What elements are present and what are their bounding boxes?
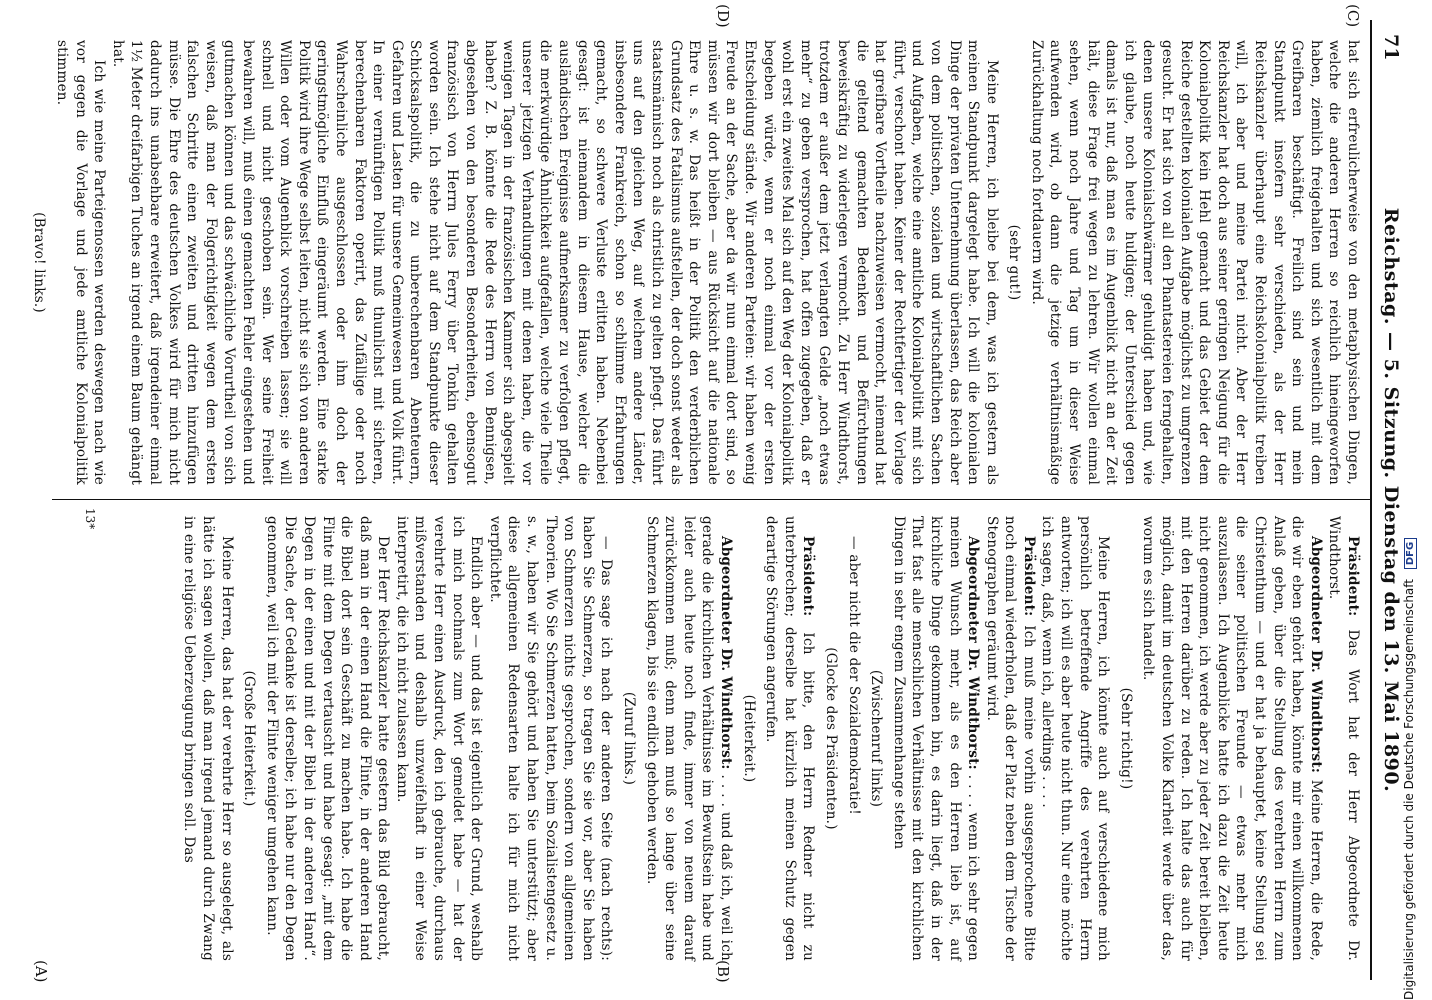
interjection: (Bravo! links.) bbox=[31, 212, 48, 313]
interjection: (Glocke des Präsidenten.) bbox=[822, 647, 839, 830]
paragraph: Präsident: Ich muß meine vorhin ausgesprochene Bitte noch einmal wiederholen, daß der Platz neben dem Tische der Stenographen geräumt wird. bbox=[983, 516, 1037, 961]
paragraph: Abgeordneter Dr. Windthorst: . . . . wenn ich sehr gegen meinen Wunsch mehr, als es den Herren lieb ist, auf kirchliche Dinge gekommen bin, es darin liegt, daß in der That fast alle menschlichen Verhältnisse mit den kirchlichen Dingen in sehr engem Zusammenhange stehen bbox=[890, 516, 982, 961]
dfg-logo: DFG bbox=[1404, 538, 1417, 569]
paragraph: Präsident: Das Wort hat der Herr Abgeordnete Dr. Windthorst. bbox=[1326, 516, 1361, 961]
page-number: 71 bbox=[1380, 34, 1402, 61]
paragraph: Präsident: Ich bitte, den Herrn Redner nicht zu unterbrechen; derselbe hat kürzlich meinen Schutz gegen derartige Störungen angerufen. bbox=[763, 516, 817, 961]
margin-mark-b: (B) bbox=[714, 960, 732, 983]
paragraph: Endlich aber — und das ist eigentlich der Grund, weshalb ich mich nochmals zum Wort gemeldet habe — hat der verehrte Herr einen Ausdruck, den ich gebrauche, durchaus mißverstanden und deshalb unzweifelhaft in einer Weise interpretirt, die ich nicht zulassen kann. bbox=[393, 516, 485, 961]
paragraph: Abgeordneter Dr. Windthorst: . . . . und daß ich, weil ich gerade die kirchlichen Verhältnisse im Bewußtsein habe und leider auch heute noch finde, immer von neuem darauf zurückkommen muß; denn man muß so lange über seine Schmerzen klagen, bis sie endlich gehoben werden. bbox=[643, 516, 734, 961]
paragraph: Meine Herren, ich bleibe bei dem, was ich gestern als meinen Standpunkt dargelegt habe. Ich will die kolonialen Dinge der privaten Unternehmung überlassen, das Reich aber von dem politischen, sozialen und wirtschaftlichen Sachen und Aufgaben, welche eine amtliche Kolonialpolitik mit sich führt, verschont haben. Keiner der Rechtfertiger der Vorlage hat greifbare Vortheile nachzuweisen vermocht, niemand hat die geltend gemachten Bedenken und Befürchtungen beweiskräftig zu widerlegen vermocht. Zu Herr Windthorst, trotzdem er außer dem jetzt verlangten Gelde „noch etwas mehr“ zu geben versprochen, hat offen zugegeben, daß er wohl erst ein zweites Mal sich auf den Weg der Kolonialpolitik begeben würde, wenn er noch einmal vor der ersten Entscheidung stände. Wir anderen Parteien: wir haben wenig Freude an der Sache, aber da wir nun einmal dort sind, so müssen wir dort bleiben — aus Rücksicht auf die nationale Ehre u. s. w. Das heißt in der Politik den verderblichen Grundsatz des Fatalismus aufstellen, der doch sonst weder als staatsmännisch noch als christlich zu gelten pflegt. Das führt uns auf den gleichen Weg, auf welchem andere Länder, insbesondere Frankreich, schon so schlimme Erfahrungen gemacht, so schwere Verluste erlitten haben. Nebenbei gesagt: ist niemandem in diesem Hause, welcher die ausländischen Ereignisse aufmerksamer zu verfolgen pflegt, die merkwürdige Ähnlichkeit aufgefallen, welche viele Theile unserer jetzigen Verhandlungen mit denen haben, die vor wenigen Tagen in der französischen Kammer sich abgespielt haben? Z. B. könnte die Rede des Herrn von Bennigsen, abgesehen von den besonderen Besonderheiten, ebensogut französisch von Herrn Jules Ferry über Tonkin gehalten worden sein. Ich stehe nicht auf dem Standpunkte dieser Schicksalspolitik, die zu unberechenbaren Abenteuern, Gefahren und Lasten für unsere Gemeinwesen und Volk führt. In einer vernünftigen Politik muß thunlichst mit sicheren, berechenbaren Faktoren operirt, das Zufällige oder noch Wahrscheinliche ausgeschlossen oder ihm doch der geringstmögliche Einfluß eingeräumt werden. Eine starke Politik wird ihre Wege selbst leiten, nicht sie sich von anderen Willen oder vom Augenblick vorschreiben lassen; sie will schnell und nicht geschoben sein. Wer seine Freiheit bewahren will, muß einen gemachten Fehler eingestehen und gutmachen können und das schwächliche Vorurtheil von sich weisen, daß man der Folgerichtigkeit wegen dem ersten falschen Schritte einen zweiten und dritten hinzufügen müsse. Die Ehre des deutschen Volkes wird für mich nicht dadurch ins unabsehbare erweitert, daß irgendeiner einmal 1½ Meter dreifarbigen Tuches an irgend einem Baum gehängt hat. bbox=[109, 40, 1000, 486]
header-rule bbox=[1370, 20, 1372, 980]
signature-mark: 13* bbox=[83, 508, 97, 530]
page-header bbox=[1374, 20, 1402, 980]
speaker-label: Abgeordneter Dr. Windthorst: bbox=[965, 536, 982, 770]
paragraph: — aber nicht die der Sozialdemokratie! bbox=[845, 536, 862, 815]
running-title: Reichstag. — 5. Sitzung. Dienstag den 13. Mai 1890. bbox=[1380, 207, 1402, 793]
interjection: (Sehr richtig!) bbox=[1117, 687, 1134, 790]
paragraph: Meine Herren, ich könnte auch auf verschiedene mich persönlich betreffende Angriffe des verehrten Herrn antworten; ich will es aber heute nicht thun. Nur eine möchte ich sagen, daß, wenn ich, allerdings . . . . bbox=[1039, 516, 1112, 961]
interjection: (Große Heiterkeit.) bbox=[241, 670, 258, 807]
margin-mark-d: (D) bbox=[714, 4, 732, 28]
interjection: (sehr gut!) bbox=[1006, 224, 1023, 301]
speaker-label: Abgeordneter Dr. Windthorst: bbox=[718, 536, 734, 770]
column-divider bbox=[52, 499, 1370, 500]
margin-mark-a: (A) bbox=[32, 960, 50, 983]
interjection: (Zuruf links.) bbox=[621, 691, 638, 786]
paragraph: — Das sage ich nach der anderen Seite (nach rechts): haben Sie Schmerzen, so tragen Sie sie vor, aber Sie haben von Schmerzen nichts gesprochen, sondern von allgemeinen Theorien. Wo Sie Schmerzen hatten, beim Sozialistengesetz u. s. w., haben wir Sie gehört und haben Sie unterstützt; aber diese allgemeinen Redensarten halte ich für mich nicht verpflichtet. bbox=[486, 516, 615, 961]
speaker-label: Präsident: bbox=[800, 536, 817, 617]
interjection: (Zwischenruf links) bbox=[868, 669, 885, 808]
right-column bbox=[180, 516, 1362, 961]
paragraph: Abgeordneter Dr. Windthorst: Meine Herren, die Rede, die wir eben gehört haben, könnte mir einen willkommenen Anlaß geben, über die Stellung des verehrten Herrn zum Christenthum — und er hat ja behauptet, keine Stellung sei die seiner politischen Freunde — etwas mehr mich auszulassen. Ich Augenblicke hatte ich dazu die Zeit heute nicht genommen, ich werde aber zu jeder Zeit bereit bleiben, mit den Herren darüber zu reden. Ich halte das auch für möglich, damit im deutschen Volke Klarheit werde über das, worum es sich handelt. bbox=[1140, 516, 1324, 962]
left-column bbox=[26, 40, 1362, 485]
margin-mark-c: (C) bbox=[1344, 4, 1362, 28]
paragraph: Der Herr Reichskanzler hatte gestern das Bild gebraucht, daß man in der einen Hand die Flinte, in der anderen Hand die Bibel dort sein Geschäft zu machen habe. Ich habe die Flinte mit dem Degen vertauscht und habe gesagt: „mit dem Degen in der einen und mit der Bibel in der anderen Hand“. Die Sache, der Gedanke ist derselbe; ich habe nur den Degen genommen, weil ich mit der Flinte weniger umgehen kann. bbox=[263, 516, 392, 961]
paragraph: Ich wie meine Parteigenossen werden deswegen nach wie vor gegen die Vorlage und jede amtliche Kolonialpolitik stimmen. bbox=[54, 40, 108, 485]
speaker-label: Abgeordneter Dr. Windthorst: bbox=[1307, 536, 1324, 774]
digitization-note bbox=[1402, 538, 1417, 1000]
interjection: (Heiterkeit.) bbox=[740, 694, 757, 783]
digitization-text: Digitalisierung gefördert durch die Deutsche Forschungsgemeinschaft bbox=[1402, 578, 1416, 1000]
paragraph: hat sich erfreulicherweise von den metaphysischen Dingen, welche die anderen Herren so reichlich hineingeworfen haben, ziemlich freigehalten und sich wesentlich mit dem Greifbaren beschäftigt. Freilich sind sein und mein Standpunkt insofern sehr verschieden, als der Herr Reichskanzler überhaupt eine Reichskolonialpolitik treiben will, ich aber und meine Partei nicht. Aber der Herr Reichskanzler hat doch aus seiner geringen Neigung für die Kolonialpolitik kein Hehl gemacht und das Gebiet der dem Reiche gestellten kolonialen Aufgabe möglichst zu umgrenzen gesucht. Er hat sich von all den Phantastereien ferngehalten, denen unsere Kolonialschwärmer gehuldigt haben und, wie ich glaube, noch heute huldigen; der Unterschied gegen damals ist nur, daß man es im Augenblick nicht an der Zeit hält, diese Frage frei wegen zu lehren. Wir wollen einmal sehen, wenn noch Jahre und Tag um in dieser Weise aufwenden wird, ob dann die jetzige verhältnismäßige Zurückhaltung noch fortdauern wird. bbox=[1028, 40, 1361, 485]
speaker-label: Präsident: bbox=[1020, 536, 1037, 617]
speaker-label: Präsident: bbox=[1345, 536, 1361, 617]
paragraph: Meine Herren, das hat der verehrte Herr so ausgelegt, als hätte ich sagen wollen, daß man irgend jemand durch Zwang in eine religiöse Ueberzeugung bringen soll. Das bbox=[181, 516, 235, 961]
